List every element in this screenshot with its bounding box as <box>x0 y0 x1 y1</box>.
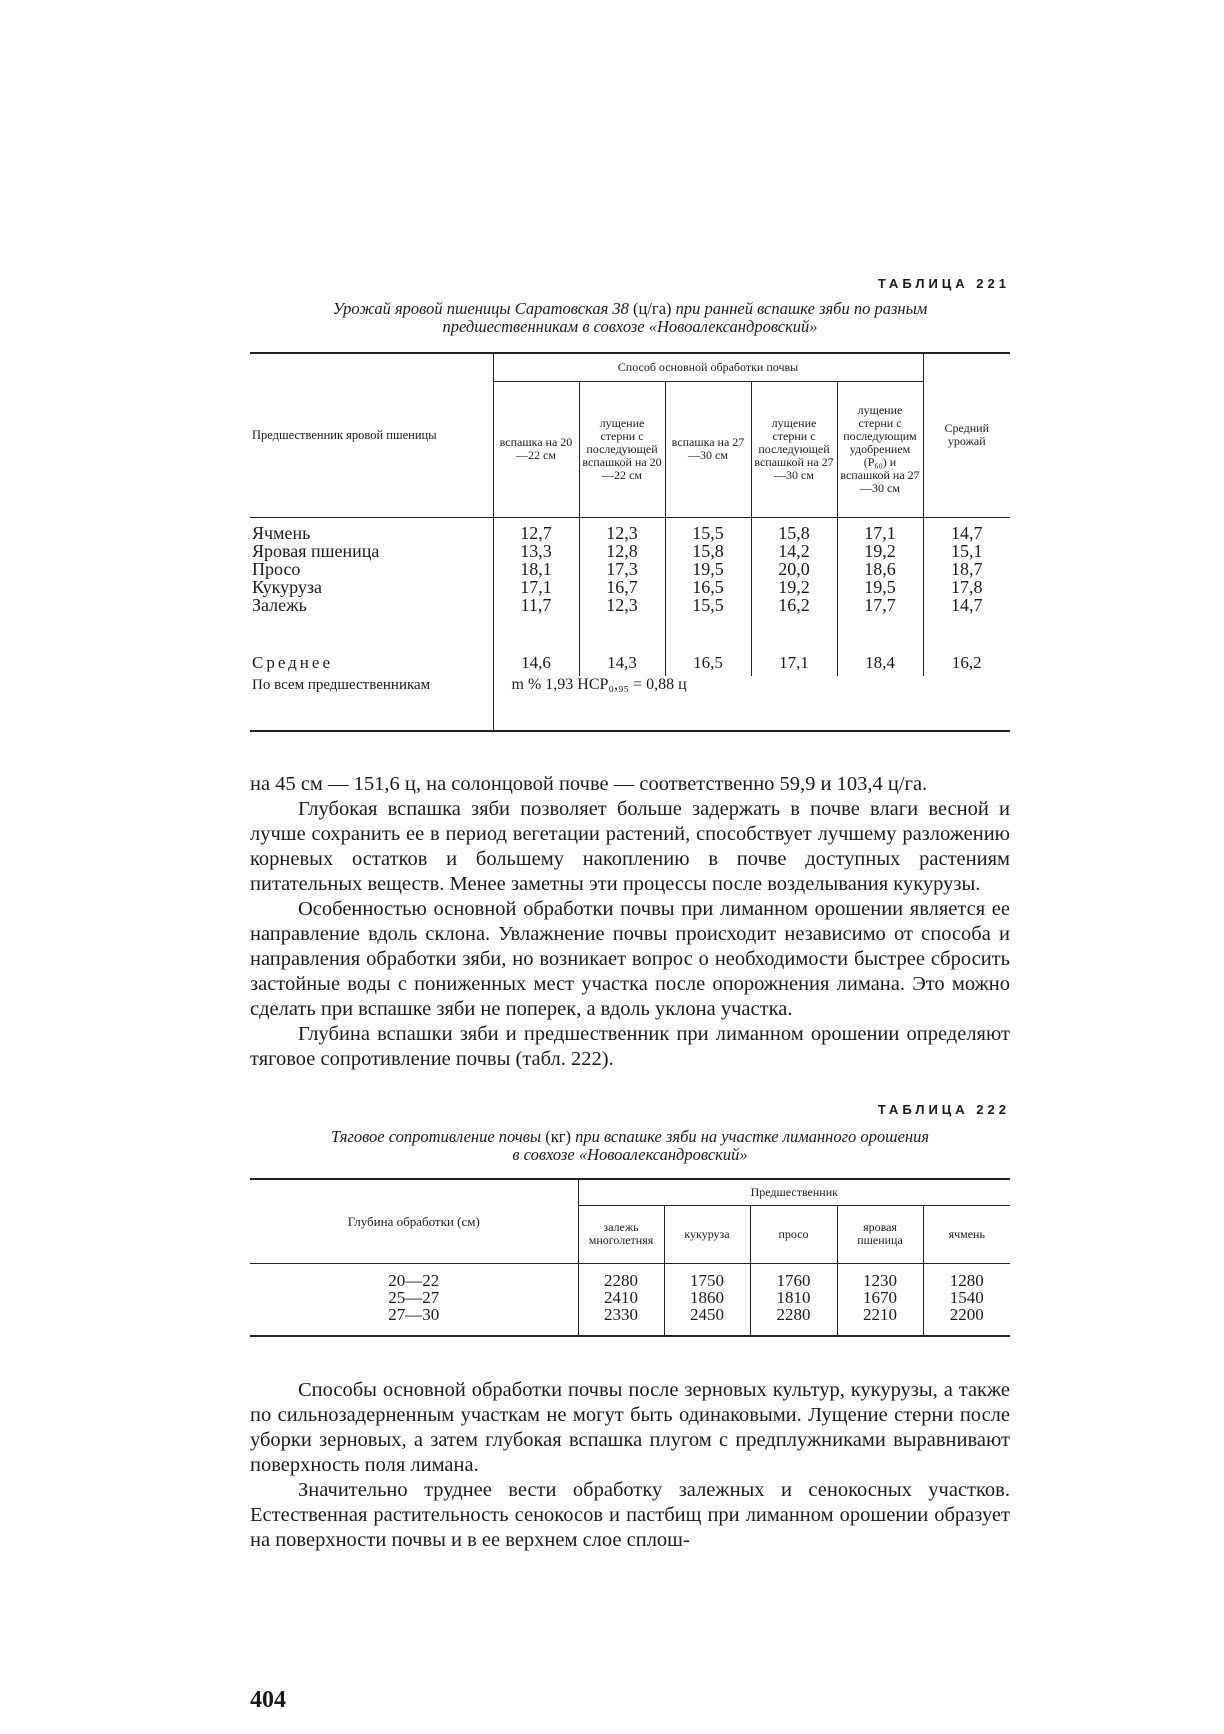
col-values <box>837 517 923 644</box>
cell: 17,7 <box>864 594 896 615</box>
cell: 1860 <box>690 1287 724 1307</box>
col-values <box>578 1263 664 1336</box>
body-text-1 <box>250 772 1010 1072</box>
col-values <box>493 517 579 644</box>
caption-text: в совхозе «Новоалександровский» <box>512 1145 748 1164</box>
cell: 16,7 <box>606 576 638 597</box>
table-222-caption <box>250 1128 1010 1164</box>
col-header: залежь многолетняя <box>578 1205 664 1263</box>
paragraph: Способы основной обработки почвы после зерновых культур, кукурузы, а также по сильнозадерненным участкам не могут быть одинаковыми. Лущение стерни после уборки зерновых, а затем глубокая вспашка плугом с предплужниками выравнивают поверхность поля лимана. <box>250 1379 1010 1476</box>
average-row <box>250 644 1010 676</box>
predecessor-header: Предшественник яровой пшеницы <box>250 353 493 517</box>
all-predecessors-row <box>250 676 1010 731</box>
cell: 2450 <box>690 1304 724 1324</box>
cell: 27—30 <box>388 1304 440 1324</box>
page-number: 404 <box>250 1687 286 1713</box>
cell: 19,2 <box>864 540 896 561</box>
table-row <box>250 517 1010 644</box>
cell: 15,8 <box>692 540 724 561</box>
cell: 2280 <box>776 1304 811 1324</box>
row-label: Просо <box>252 558 301 579</box>
cell: 1230 <box>863 1270 897 1290</box>
cell: 13,3 <box>520 540 552 561</box>
paragraph: Особенностью основной обработки почвы при лиманном орошении является ее направление вдоль склона. Увлажнение почвы происходит независимо от способа и направления обработки зяби, но возникает вопрос о необходимости быстрее сбросить застойные воды с пониженных мест участка после опорожнения лимана. Это можно сделать при вспашке зяби не поперек, а вдоль уклона участка. <box>250 898 1010 1020</box>
col-values <box>579 517 665 644</box>
col-header: вспашка на 20—22 см <box>493 381 579 517</box>
avg-yield-header: Средний урожай <box>923 353 1010 517</box>
col-values <box>751 517 837 644</box>
col-header: лущение стерни с последующей вспашкой на 20—22 см <box>579 381 665 517</box>
caption-text: Урожай яровой пшеницы Саратовская 38 <box>332 299 629 318</box>
cell: 17,8 <box>951 576 983 597</box>
cell: 25—27 <box>388 1287 440 1307</box>
cell: 16,5 <box>665 644 751 676</box>
cell: 2200 <box>949 1304 984 1324</box>
table-row <box>250 1263 1010 1336</box>
col-header: ячмень <box>923 1205 1010 1263</box>
cell: 14,2 <box>778 540 810 561</box>
col-header: вспашка на 27—30 см <box>665 381 751 517</box>
cell: 2280 <box>604 1270 638 1290</box>
cell: 20,0 <box>778 558 810 579</box>
col-header: яровая пшеница <box>837 1205 923 1263</box>
cell: 14,7 <box>951 522 983 543</box>
caption-text: предшественникам в совхозе «Новоалександровский» <box>442 317 818 336</box>
cell: 2330 <box>604 1304 638 1324</box>
table-221 <box>250 352 1010 732</box>
cell: 1750 <box>690 1270 724 1290</box>
row-label: Яровая пшеница <box>252 540 380 561</box>
col-values <box>837 1263 923 1336</box>
row-label: Ячмень <box>252 522 311 543</box>
method-group-header: Способ основной обработки почвы <box>493 353 923 381</box>
caption-unit: (кг) <box>545 1127 571 1146</box>
all-predecessors-label: По всем предшественникам <box>252 676 431 693</box>
paragraph: Глубина вспашки зяби и предшественник при лиманном орошении определяют тяговое сопротивление почвы (табл. 222). <box>250 1023 1010 1070</box>
cell: 16,2 <box>923 644 1010 676</box>
cell: 2210 <box>863 1304 897 1324</box>
paragraph: на 45 см — 151,6 ц, на солонцовой почве — соответственно 59,9 и 103,4 ц/га. <box>250 773 928 795</box>
cell: 18,4 <box>837 644 923 676</box>
cell: 2410 <box>604 1287 638 1307</box>
cell: 14,6 <box>493 644 579 676</box>
cell: 19,5 <box>692 558 724 579</box>
paragraph: Значительно труднее вести обработку залежных и сенокосных участков. Естественная растительность сенокосов и пастбищ при лиманном орошении образует на поверхности почвы и в ее верхнем слое сплош- <box>250 1479 1010 1551</box>
cell: 1540 <box>949 1287 984 1307</box>
cell: 17,1 <box>751 644 837 676</box>
cell: 16,5 <box>692 576 724 597</box>
depth-values <box>250 1263 578 1336</box>
cell: 17,1 <box>864 522 896 543</box>
cell: 15,5 <box>692 594 724 615</box>
predecessor-list <box>250 517 493 644</box>
cell: 12,3 <box>606 594 638 615</box>
cell: 15,8 <box>778 522 810 543</box>
cell: 16,2 <box>778 594 810 615</box>
cell: 12,7 <box>520 522 552 543</box>
col-values <box>750 1263 837 1336</box>
depth-header: Глубина обработки (см) <box>250 1179 578 1263</box>
body-text-2 <box>250 1378 1010 1553</box>
caption-text: при вспашке зяби на участке лиманного орошения <box>575 1127 930 1146</box>
cell: 12,8 <box>606 540 638 561</box>
col-values <box>665 517 751 644</box>
col-header: кукуруза <box>664 1205 750 1263</box>
cell: 18,1 <box>520 558 552 579</box>
col-values <box>923 1263 1010 1336</box>
paragraph: Глубокая вспашка зяби позволяет больше задержать в почве влаги весной и лучше сохранить ее в период вегетации растений, способствует лучшему разложению корневых остатков и большему накоплению в почве доступных растениям питательных веществ. Менее заметны эти процессы после возделывания кукурузы. <box>250 798 1010 895</box>
cell: 20—22 <box>388 1270 440 1290</box>
cell: 12,3 <box>606 522 638 543</box>
stat-line: m % 1,93 НСР₀,₉₅ = 0,88 ц <box>493 676 1010 731</box>
caption-text: Тяговое сопротивление почвы <box>330 1127 542 1146</box>
cell: 18,6 <box>864 558 896 579</box>
cell: 11,7 <box>520 594 552 615</box>
cell: 19,5 <box>864 576 896 597</box>
cell: 1670 <box>863 1287 897 1307</box>
table-221-label: ТАБЛИЦА 221 <box>877 276 1010 291</box>
cell: 14,7 <box>951 594 983 615</box>
table-222-label: ТАБЛИЦА 222 <box>877 1102 1010 1117</box>
col-values <box>664 1263 750 1336</box>
cell: 1280 <box>949 1270 984 1290</box>
col-header: лущение стерни с последующей вспашкой на 27—30 см <box>751 381 837 517</box>
predecessor-group-header: Предшественник <box>578 1179 1010 1205</box>
cell: 15,5 <box>692 522 724 543</box>
col-header: лущение стерни с последующим удобрением (P₆₀) и вспашкой на 27—30 см <box>837 381 923 517</box>
table-222 <box>250 1178 1010 1337</box>
cell: 18,7 <box>951 558 983 579</box>
caption-unit: (ц/га) <box>633 299 672 318</box>
average-label: Среднее <box>252 652 333 672</box>
table-221-caption <box>250 300 1010 336</box>
cell: 19,2 <box>778 576 810 597</box>
cell: 17,1 <box>520 576 552 597</box>
cell: 1810 <box>776 1287 811 1307</box>
col-header: просо <box>750 1205 837 1263</box>
cell: 15,1 <box>951 540 983 561</box>
cell: 14,3 <box>579 644 665 676</box>
col-values <box>923 517 1010 644</box>
cell: 1760 <box>776 1270 811 1290</box>
caption-text: при ранней вспашке зяби по разным <box>675 299 928 318</box>
row-label: Залежь <box>252 594 307 615</box>
cell: 17,3 <box>606 558 638 579</box>
row-label: Кукуруза <box>252 576 323 597</box>
